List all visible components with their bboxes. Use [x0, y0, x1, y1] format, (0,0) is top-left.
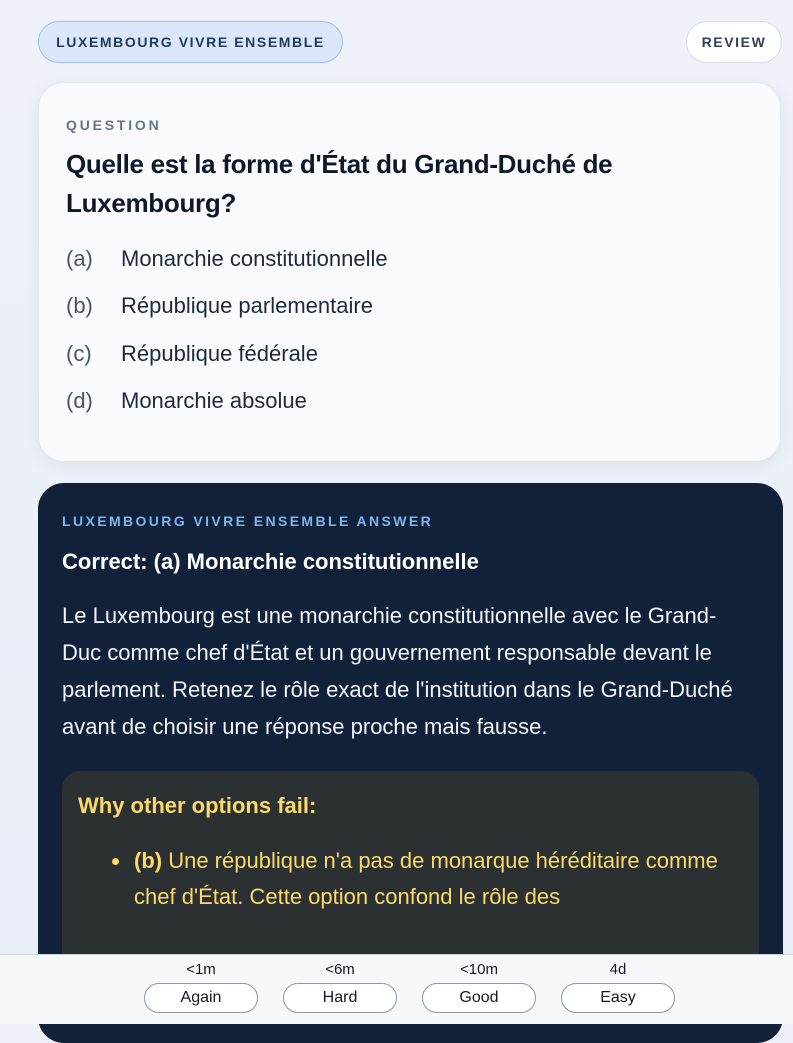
option-text: République parlementaire: [121, 293, 373, 319]
reason-item: [132, 843, 743, 915]
easy-button[interactable]: Easy: [561, 983, 675, 1013]
correct-answer: Correct: (a) Monarchie constitutionnelle: [62, 549, 479, 574]
grade-interval: <10m: [460, 961, 498, 978]
option-letter: (d): [66, 388, 93, 414]
good-button[interactable]: Good: [422, 983, 536, 1013]
option-a[interactable]: [66, 235, 753, 283]
hard-button[interactable]: Hard: [283, 983, 397, 1013]
option-text: Monarchie absolue: [121, 388, 307, 414]
again-button[interactable]: Again: [144, 983, 258, 1013]
reason-text: Une république n'a pas de monarque héréditaire comme chef d'État. Cette option confond le rôle des: [134, 848, 718, 909]
option-b[interactable]: [66, 283, 753, 331]
grading-bar: [0, 954, 793, 1024]
option-letter: (c): [66, 340, 92, 366]
why-title: Why other options fail:: [78, 793, 317, 818]
top-bar: [38, 21, 782, 65]
question-label: QUESTION: [66, 117, 162, 133]
reason-tag: (b): [134, 848, 163, 873]
grade-easy: [561, 961, 675, 1013]
option-text: République fédérale: [121, 340, 318, 366]
grade-good: [422, 961, 536, 1013]
options-list: [66, 235, 753, 425]
option-letter: (b): [66, 293, 93, 319]
answer-explanation: Le Luxembourg est une monarchie constitutionnelle avec le Grand-Duc comme chef d'État et un gouvernement responsable devant le parlement. Retenez le rôle exact de l'institution dans le Grand-Duché avant de choisir une réponse proche mais fausse.: [62, 603, 733, 739]
option-d[interactable]: [66, 378, 753, 426]
review-button[interactable]: REVIEW: [686, 21, 782, 63]
grade-interval: <1m: [186, 961, 216, 978]
reasons-list: [78, 843, 743, 915]
grade-again: [144, 961, 258, 1013]
option-c[interactable]: [66, 330, 753, 378]
grade-hard: [283, 961, 397, 1013]
grade-interval: 4d: [609, 961, 627, 978]
answer-label: LUXEMBOURG VIVRE ENSEMBLE ANSWER: [62, 513, 434, 529]
question-text: Quelle est la forme d'État du Grand-Duché de Luxembourg?: [66, 149, 613, 218]
option-letter: (a): [66, 245, 93, 271]
why-other-options-fail-box: [62, 771, 759, 971]
deck-name-pill[interactable]: LUXEMBOURG VIVRE ENSEMBLE: [38, 21, 343, 63]
grade-interval: <6m: [325, 961, 355, 978]
question-card: [38, 82, 781, 462]
option-text: Monarchie constitutionnelle: [121, 245, 388, 271]
